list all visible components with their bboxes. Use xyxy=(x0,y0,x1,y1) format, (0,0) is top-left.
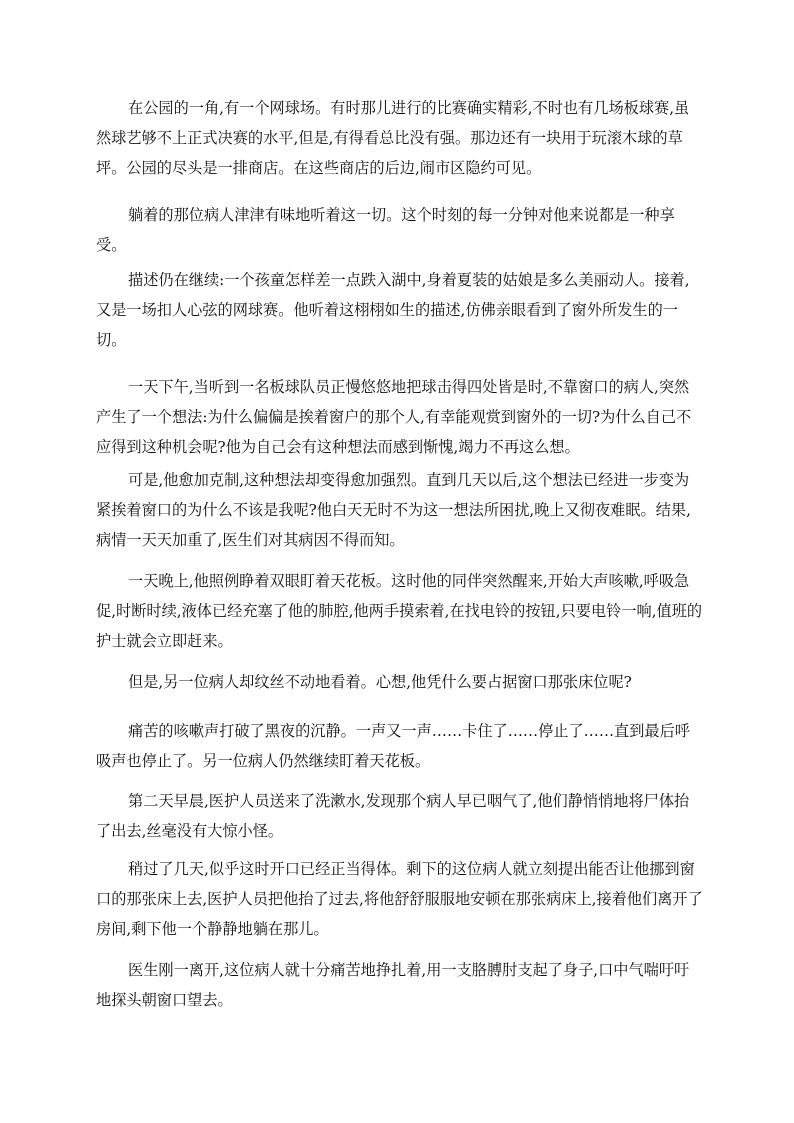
paragraph-window-look: 医生刚一离开,这位病人就十分痛苦地挣扎着,用一支胳膊肘支起了身子,口中气喘吁吁地探头朝窗口望去。 xyxy=(96,961,690,1009)
paragraph-afternoon-thought: 一天下午,当听到一名板球队员正慢悠悠地把球击得四处皆是时,不靠窗口的病人,突然产生了一个想法:为什么偏偏是挨着窗户的那个人,有幸能观赏到窗外的一切?为什么自己不应得到这种机会呢?他为自己会有这种想法而感到惭愧,竭力不再这么想。 xyxy=(96,378,692,456)
paragraph-night-coughing: 一天晚上,他照例睁着双眼盯着天花板。这时他的同伴突然醒来,开始大声咳嗽,呼吸急促,时断时续,液体已经充塞了他的肺腔,他两手摸索着,在找电铃的按钮,只要电铃一响,值班的护士就会立即赶来。 xyxy=(96,572,703,650)
paragraph-morning: 第二天早晨,医护人员送来了洗漱水,发现那个病人早已咽气了,他们静悄悄地将尸体抬了出去,丝毫没有大惊小怪。 xyxy=(96,792,690,840)
paragraph-move-bed: 稍过了几天,似乎这时开口已经正当得体。剩下的这位病人就立刻提出能否让他挪到窗口的那张床上去,医护人员把他抬了过去,将他舒舒服服地安顿在那张病床上,接着他们离开了房间,剩下他一个静静地躺在那儿。 xyxy=(96,860,703,938)
paragraph-listening: 躺着的那位病人津津有味地听着这一切。这个时刻的每一分钟对他来说都是一种享受。 xyxy=(96,206,675,254)
paragraph-motionless: 但是,另一位病人却纹丝不动地看着。心想,他凭什么要占据窗口那张床位呢? xyxy=(128,673,632,691)
paragraph-growing-desire: 可是,他愈加克制,这种想法却变得愈加强烈。直到几天以后,这个想法已经进一步变为紧挨着窗口的为什么不该是我呢?他白天无时不为这一想法所困扰,晚上又彻夜难眠。结果,病情一天天加重了,医生们对其病因不得而知。 xyxy=(96,471,691,549)
paragraph-silence: 痛苦的咳嗽声打破了黑夜的沉静。一声又一声……卡住了……停止了……直到最后呼吸声也停止了。另一位病人仍然继续盯着天花板。 xyxy=(96,722,690,770)
paragraph-tennis-park: 在公园的一角,有一个网球场。有时那儿进行的比赛确实精彩,不时也有几场板球赛,虽然球艺够不上正式决赛的水平,但是,有得看总比没有强。那边还有一块用于玩滚木球的草坪。公园的尽头是一排商店。在这些商店的后边,闹市区隐约可见。 xyxy=(96,99,690,177)
paragraph-description: 描述仍在继续:一个孩童怎样差一点跌入湖中,身着夏装的姑娘是多么美丽动人。接着,又是一场扣人心弦的网球赛。他听着这栩栩如生的描述,仿佛亲眼看到了窗外所发生的一切。 xyxy=(96,271,690,349)
